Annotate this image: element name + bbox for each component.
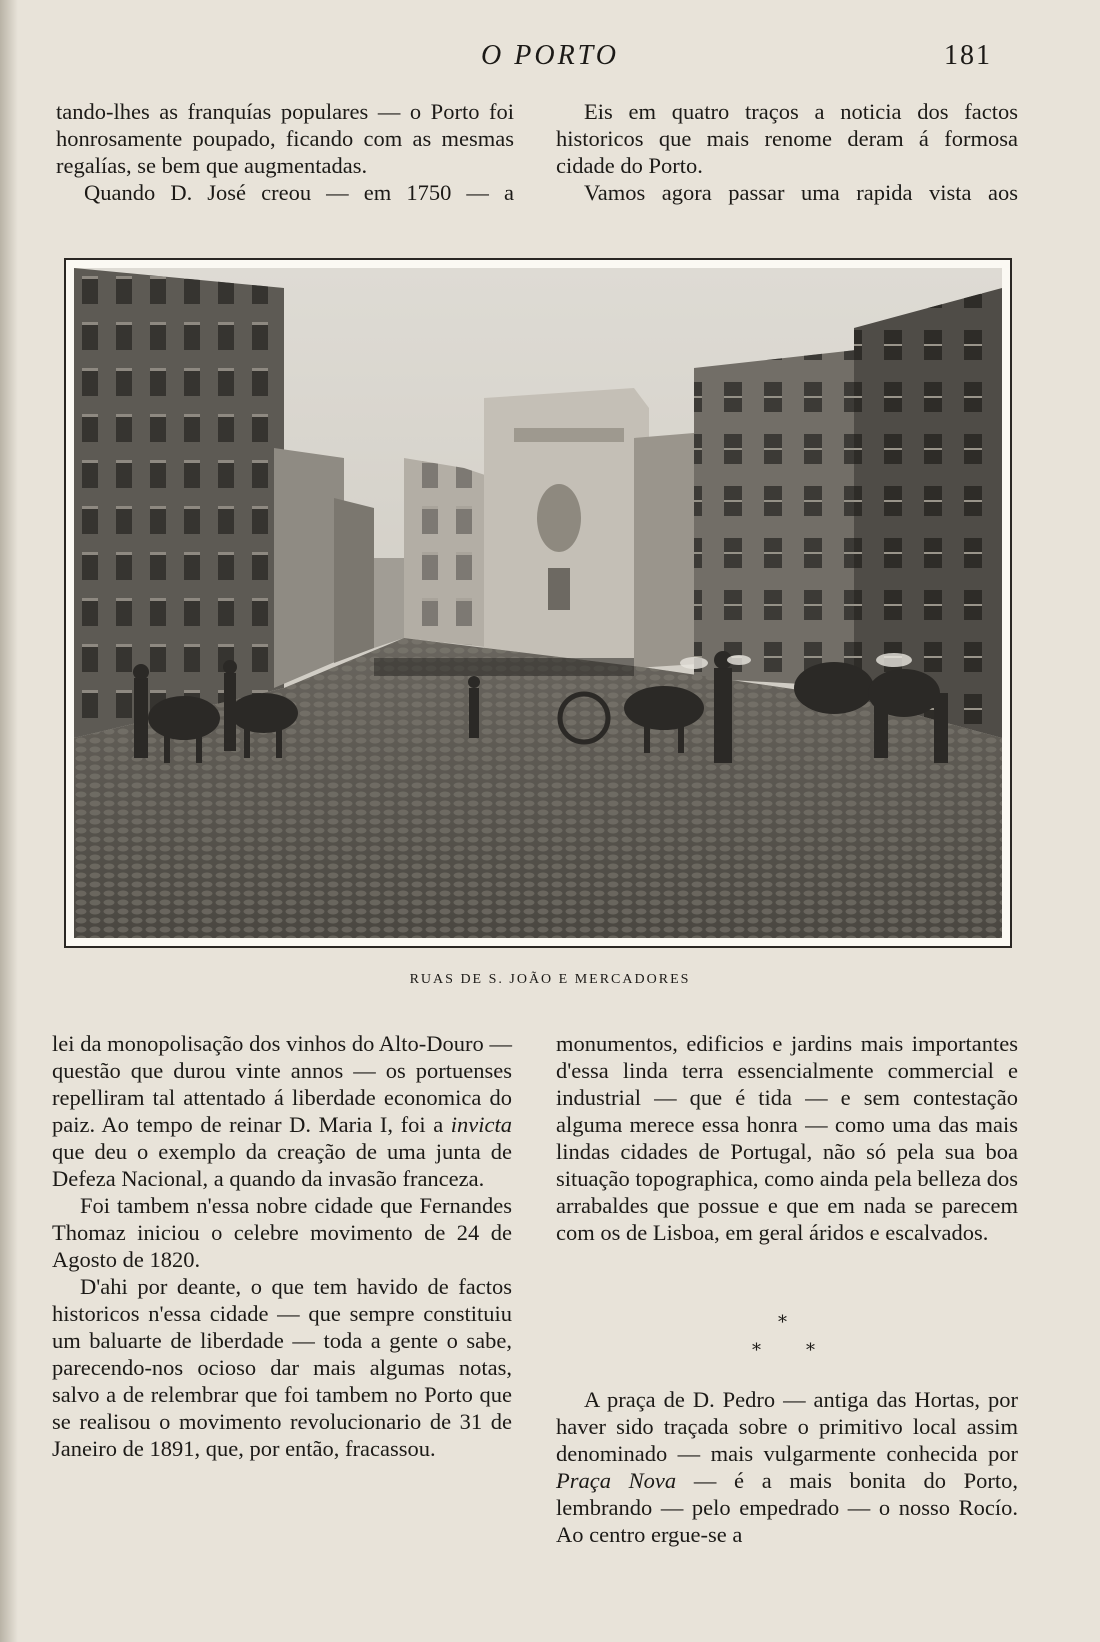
photo-frame: [64, 258, 1012, 948]
paragraph: Eis em quatro traços a noticia dos factos historicos que mais renome deram á formosa cidade do Porto.: [556, 99, 1018, 178]
paragraph: Vamos agora passar uma rapida vista aos: [584, 180, 1018, 205]
running-header-title: O PORTO: [481, 40, 619, 71]
paragraph: Quando D. José creou — em 1750 — a: [84, 180, 514, 205]
top-left-column: [56, 98, 514, 206]
paragraph: D'ahi por deante, o que tem havido de factos historicos n'essa cidade — que sempre constituiu um baluarte de liberdade — toda a gente o sabe, parecendo-nos ocioso dar mais algumas notas, salvo a de relembrar que foi tambem no Porto que se realisou o movimento revolucionario de 31 de Janeiro de 1891, que, por então, fracassou.: [52, 1274, 512, 1461]
paragraph-text: que deu o exemplo da creação de uma junta de Defeza Nacional, a quando da invasão franceza.: [52, 1139, 512, 1191]
section-break-asterism: [556, 1312, 1018, 1372]
figure-caption: RUAS DE S. JOÃO E MERCADORES: [409, 972, 691, 987]
italic-word: invicta: [450, 1112, 512, 1137]
binding-shadow: [0, 0, 18, 1642]
bottom-left-column: [52, 1030, 512, 1462]
paragraph: [556, 1386, 1018, 1548]
paragraph: tando-lhes as franquías populares — o Porto foi honrosamente poupado, ficando com as mesmas regalías, se bem que augmentadas.: [56, 99, 514, 178]
asterism-star: *: [778, 1312, 787, 1333]
paragraph: [52, 1030, 512, 1192]
italic-phrase: Praça Nova: [556, 1468, 677, 1493]
street-photograph: [74, 268, 1002, 938]
paragraph-text: A praça de D. Pedro — antiga das Hortas, por haver sido traçada sobre o primitivo local assim denominado — mais vulgarmente conhecida por: [556, 1387, 1018, 1466]
paragraph-text: lei da monopolisação dos vinhos do Alto-Douro — questão que durou vinte annos — os portuenses repelliram tal attentado á liberdade economica do paiz. Ao tempo de reinar D. Maria I, foi a: [52, 1031, 512, 1137]
bottom-right-column: [556, 1030, 1018, 1246]
asterism-star: *: [752, 1340, 761, 1361]
top-right-column: [556, 98, 1018, 206]
page-number: 181: [944, 40, 992, 71]
asterism-star: *: [806, 1340, 815, 1361]
street-scene-illustration: [74, 268, 1002, 938]
paragraph: monumentos, edificios e jardins mais importantes d'essa linda terra essencialmente commercial e industrial — que é tida — e sem contestação alguma merece essa honra — como uma das mais lindas cidades de Portugal, não só pela sua boa situação topographica, como ainda pela belleza dos arrabaldes que possue e que em nada se parecem com os de Lisboa, em geral áridos e escalvados.: [556, 1031, 1018, 1245]
bottom-right-column-continued: [556, 1386, 1018, 1548]
paragraph: Foi tambem n'essa nobre cidade que Fernandes Thomaz iniciou o celebre movimento de 24 de Agosto de 1820.: [52, 1193, 512, 1272]
paragraph-text: — é a mais bonita do Porto, lembrando — pelo empedrado — o nosso Rocío. Ao centro ergue-se a: [556, 1468, 1019, 1547]
